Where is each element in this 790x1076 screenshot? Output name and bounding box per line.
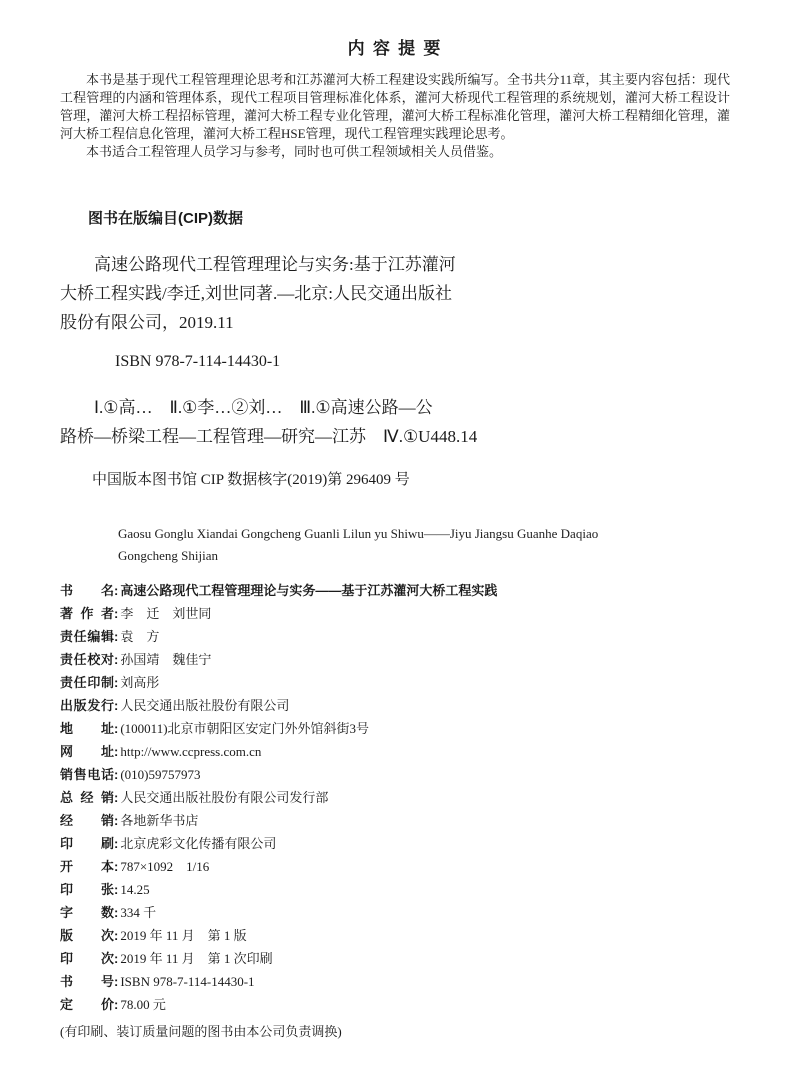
colophon-separator: : [114,836,119,851]
summary-paragraph: 本书是基于现代工程管理理论思考和江苏灌河大桥工程建设实践所编写。全书共分11章，其主要内容包括：现代工程管理的内涵和管理体系，现代工程项目管理标准化体系，灌河大桥现代工程管理的系统规划，灌河大桥工程设计管理，灌河大桥工程招标管理，灌河大桥工程专业化管理，灌河大桥工程标准化管理，灌河大桥工程精细化管理，灌河大桥工程信息化管理，灌河大桥工程HSE管理，现代工程管理实践理论思考。 [60,72,730,141]
colophon-value: ISBN 978-7-114-14430-1 [120,974,255,989]
colophon-separator: : [114,675,119,690]
colophon-label: 书号 [60,974,114,989]
colophon-row [60,671,730,694]
colophon-label: 责任校对 [60,652,114,667]
cip-entry-line: 大桥工程实践/李迁,刘世同著.—北京:人民交通出版社 [60,284,452,303]
colophon-label: 责任印制 [60,675,114,690]
colophon-label: 开本 [60,859,114,874]
colophon-value: (100011)北京市朝阳区安定门外外馆斜街3号 [120,721,370,736]
cip-classification-line: 路桥—桥梁工程—工程管理—研究—江苏 Ⅳ.①U448.14 [60,427,478,446]
cip-classification [60,393,730,451]
colophon-label: 著作者 [60,606,114,621]
colophon-row [60,970,730,993]
colophon-separator: : [114,606,119,621]
colophon-separator: : [114,744,119,759]
colophon-separator: : [114,928,119,943]
colophon-separator: : [114,813,119,828]
colophon-row [60,740,730,763]
colophon-label: 责任编辑 [60,629,114,644]
colophon-separator: : [114,859,119,874]
colophon-separator: : [114,721,119,736]
cip-entry-line: 股份有限公司，2019.11 [60,313,234,332]
colophon-value: 孙国靖 魏佳宁 [120,652,212,667]
colophon-label: 总经销 [60,790,114,805]
colophon-row [60,901,730,924]
colophon-row [60,878,730,901]
colophon-separator: : [114,974,119,989]
colophon-value: 2019 年 11 月 第 1 版 [120,928,247,943]
pinyin-line: Gongcheng Shijian [118,548,219,563]
colophon-separator: : [114,905,119,920]
colophon-label: 字数 [60,905,114,920]
colophon-value: 各地新华书店 [120,813,199,828]
colophon-row [60,717,730,740]
colophon-separator: : [114,997,119,1012]
colophon-value: 14.25 [120,882,150,897]
summary-paragraph: 本书适合工程管理人员学习与参考，同时也可供工程领域相关人员借鉴。 [86,144,503,159]
colophon-value: 袁 方 [120,629,160,644]
colophon-row [60,579,730,602]
colophon-separator: : [114,652,119,667]
colophon-value: 李 迁 刘世同 [120,606,212,621]
cip-entry-line: 高速公路现代工程管理理论与实务:基于江苏灌河 [94,255,456,274]
quality-note: (有印刷、装订质量问题的图书由本公司负责调换) [60,1024,342,1039]
cip-isbn: ISBN 978-7-114-14430-1 [115,353,281,370]
pinyin-line: Gaosu Gonglu Xiandai Gongcheng Guanli Lilun yu Shiwu——Jiyu Jiangsu Guanhe Daqiao [118,526,599,541]
colophon-separator: : [114,583,119,598]
colophon-row [60,602,730,625]
colophon-label: 销售电话 [60,767,114,782]
colophon-label: 定价 [60,997,114,1012]
colophon-value: 78.00 元 [120,997,166,1012]
colophon-value: 2019 年 11 月 第 1 次印刷 [120,951,273,966]
colophon-label: 经销 [60,813,114,828]
cip-record-number: 中国版本图书馆 CIP 数据核字(2019)第 296409 号 [92,472,410,488]
colophon-value: 高速公路现代工程管理理论与实务——基于江苏灌河大桥工程实践 [120,583,498,598]
colophon-list [60,579,730,1016]
colophon-label: 印张 [60,882,114,897]
colophon-label: 版次 [60,928,114,943]
colophon-row [60,648,730,671]
colophon-row [60,924,730,947]
colophon-label: 出版发行 [60,698,114,713]
colophon-value: 人民交通出版社股份有限公司发行部 [120,790,329,805]
colophon-separator: : [114,698,119,713]
colophon-label: 印刷 [60,836,114,851]
colophon-value: (010)59757973 [120,767,201,782]
cip-heading: 图书在版编目(CIP)数据 [88,210,243,227]
colophon-separator: : [114,790,119,805]
colophon-row [60,786,730,809]
colophon-separator: : [114,629,119,644]
colophon-value: http://www.ccpress.com.cn [120,744,262,759]
colophon-row [60,855,730,878]
colophon-separator: : [114,882,119,897]
colophon-row [60,832,730,855]
colophon-label: 网址 [60,744,114,759]
colophon-value: 787×1092 1/16 [120,859,210,874]
colophon-row [60,809,730,832]
colophon-value: 人民交通出版社股份有限公司 [120,698,290,713]
colophon-value: 刘高彤 [120,675,160,690]
colophon-row [60,993,730,1016]
colophon-separator: : [114,767,119,782]
colophon-separator: : [114,951,119,966]
cip-classification-line: Ⅰ.①高… Ⅱ.①李…②刘… Ⅲ.①高速公路—公 [94,398,433,417]
colophon-row [60,947,730,970]
cip-entry [60,250,730,337]
colophon-label: 印次 [60,951,114,966]
colophon-label: 地址 [60,721,114,736]
colophon-row [60,625,730,648]
colophon-label: 书名 [60,583,114,598]
pinyin-title [118,523,730,567]
colophon-row [60,694,730,717]
colophon-value: 北京虎彩文化传播有限公司 [120,836,277,851]
colophon-value: 334 千 [120,905,157,920]
summary-title: 内 容 提 要 [347,39,443,58]
colophon-row [60,763,730,786]
